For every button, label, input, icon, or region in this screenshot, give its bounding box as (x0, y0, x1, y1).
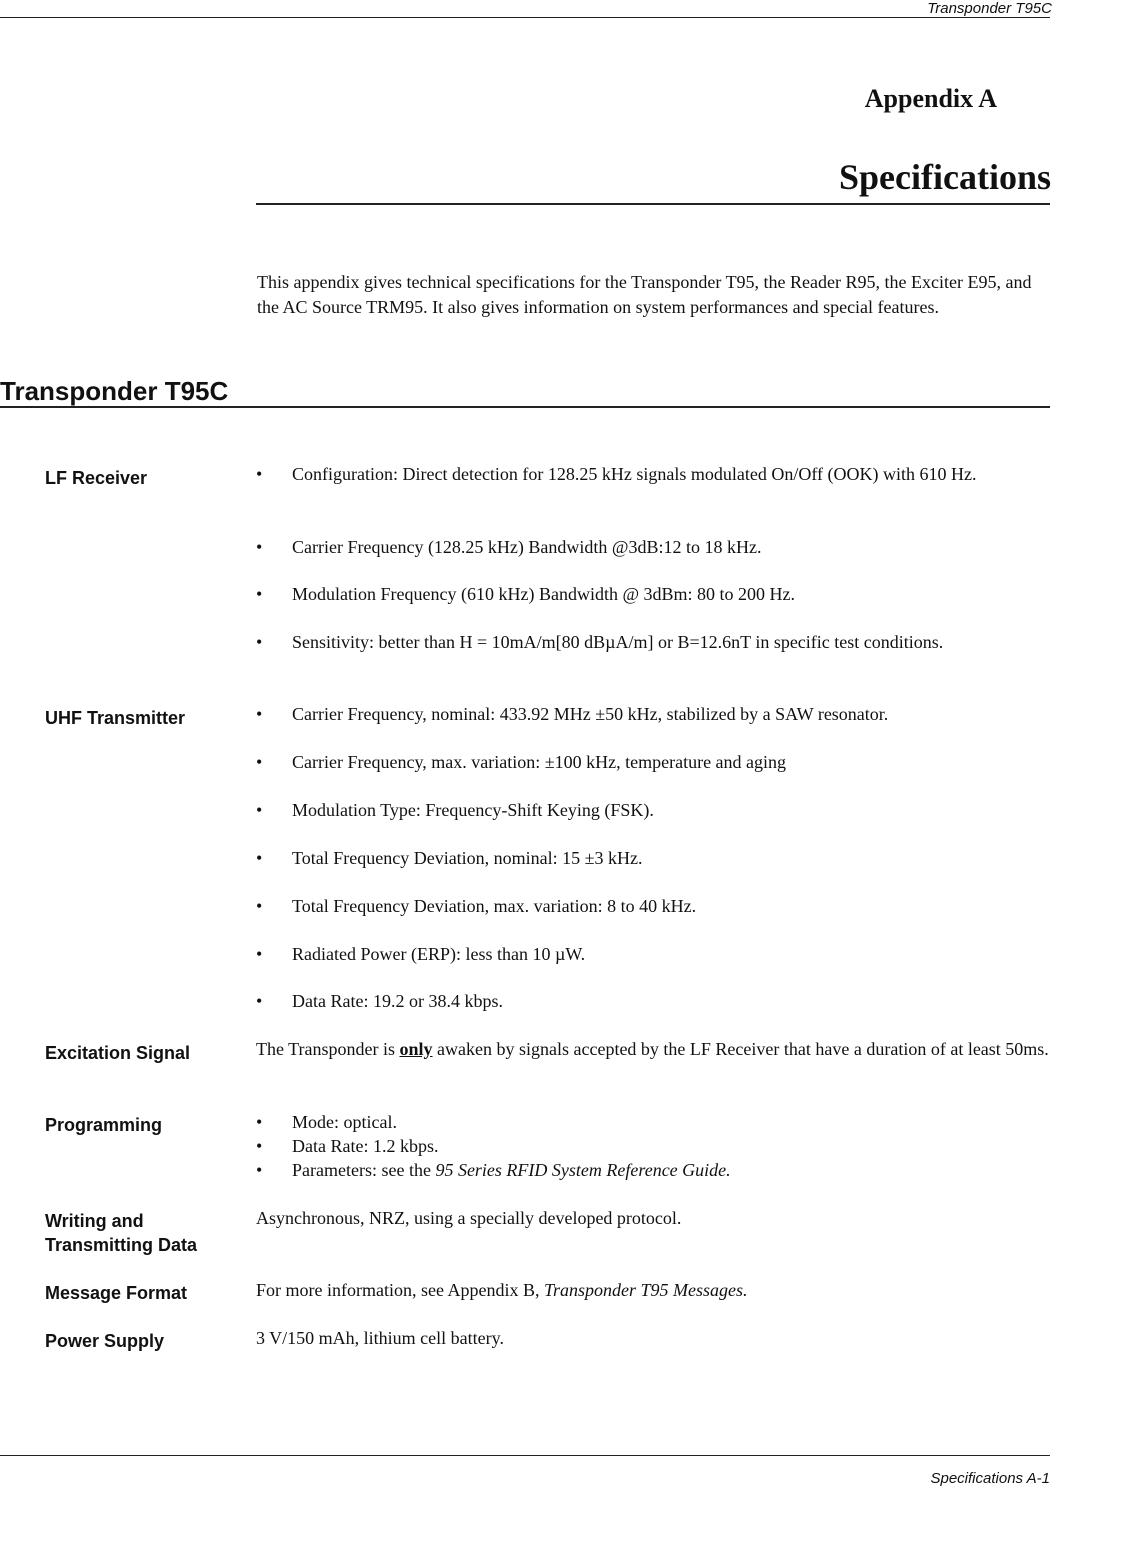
uhf-transmitter-item-text: Total Frequency Deviation, nominal: 15 ±3 kHz. (292, 848, 643, 868)
uhf-transmitter-label: UHF Transmitter (45, 708, 186, 728)
lf-receiver-item-text: Carrier Frequency (128.25 kHz) Bandwidth @3dB:12 to 18 kHz. (292, 537, 762, 557)
excitation-text-end: awaken by signals accepted by the LF Receiver that have a duration of at least 50ms. (432, 1039, 1049, 1059)
uhf-transmitter-item-text: Carrier Frequency, max. variation: ±100 kHz, temperature and aging (292, 752, 787, 772)
bullet-icon: • (256, 464, 263, 484)
excitation-text-start: The Transponder is (256, 1039, 400, 1059)
uhf-transmitter-item-text: Radiated Power (ERP): less than 10 µW. (292, 944, 586, 964)
footer-rule (0, 1455, 1050, 1456)
uhf-transmitter-item-text: Total Frequency Deviation, max. variation: 8 to 40 kHz. (292, 896, 697, 916)
excitation-signal-text (256, 1037, 1056, 1062)
bullet-icon: • (256, 800, 263, 820)
bullet-icon: • (256, 752, 263, 772)
uhf-transmitter-item-text: Data Rate: 19.2 or 38.4 kbps. (292, 991, 503, 1011)
running-header: Transponder T95C (927, 0, 1052, 17)
section-rule (0, 406, 1050, 408)
programming-item-text: Data Rate: 1.2 kbps. (292, 1136, 439, 1156)
bullet-icon: • (256, 584, 263, 604)
writing-label-line1: Writing and (45, 1211, 144, 1231)
writing-label-line2: Transmitting Data (45, 1235, 198, 1255)
bullet-icon: • (256, 944, 263, 964)
lf-receiver-item-text: Sensitivity: better than H = 10mA/m[80 dBµA/m] or B=12.6nT in specific test conditions. (292, 632, 944, 652)
bullet-icon: • (256, 704, 263, 724)
intro-paragraph: This appendix gives technical specifications for the Transponder T95, the Reader R95, the Exciter E95, and the AC Source TRM95. It also gives information on system performances and special features. (257, 272, 1032, 317)
lf-receiver-item-text: Modulation Frequency (610 kHz) Bandwidth @ 3dBm: 80 to 200 Hz. (292, 584, 796, 604)
bullet-icon: • (256, 1136, 263, 1156)
params-prefix: Parameters: see the (292, 1160, 436, 1180)
excitation-signal-label: Excitation Signal (45, 1043, 191, 1063)
bullet-icon: • (256, 632, 263, 652)
lf-receiver-item-text: Configuration: Direct detection for 128.25 kHz signals modulated On/Off (OOK) with 610 Hz. (292, 464, 977, 484)
appendix-label: Appendix A (864, 84, 997, 113)
uhf-transmitter-item-text: Modulation Type: Frequency-Shift Keying (FSK). (292, 800, 654, 820)
bullet-icon: • (256, 1160, 263, 1180)
lf-receiver-label: LF Receiver (45, 468, 148, 488)
message-format-text (256, 1278, 1056, 1303)
writing-text: Asynchronous, NRZ, using a specially developed protocol. (256, 1208, 682, 1228)
bullet-icon: • (256, 991, 263, 1011)
header-rule (0, 17, 1050, 18)
message-format-prefix: For more information, see Appendix B, (256, 1280, 544, 1300)
message-format-reference: Transponder T95 Messages. (543, 1280, 748, 1300)
emphasis-only: only (399, 1039, 433, 1059)
message-format-label: Message Format (45, 1283, 188, 1303)
programming-item-text: Mode: optical. (292, 1112, 397, 1132)
page-footer: Specifications A-1 (930, 1470, 1050, 1487)
uhf-transmitter-item-text: Carrier Frequency, nominal: 433.92 MHz ±50 kHz, stabilized by a SAW resonator. (292, 704, 889, 724)
page-title: Specifications (839, 157, 1051, 197)
reference-guide-title: 95 Series RFID System Reference Guide. (435, 1160, 731, 1180)
power-supply-text: 3 V/150 mAh, lithium cell battery. (256, 1328, 504, 1348)
section-title: Transponder T95C (0, 376, 229, 406)
power-supply-label: Power Supply (45, 1331, 165, 1351)
bullet-icon: • (256, 537, 263, 557)
title-rule (256, 203, 1050, 205)
writing-label (45, 1209, 197, 1257)
programming-label: Programming (45, 1115, 163, 1135)
bullet-icon: • (256, 1112, 263, 1132)
bullet-icon: • (256, 848, 263, 868)
bullet-icon: • (256, 896, 263, 916)
programming-item-text (292, 1158, 1052, 1183)
